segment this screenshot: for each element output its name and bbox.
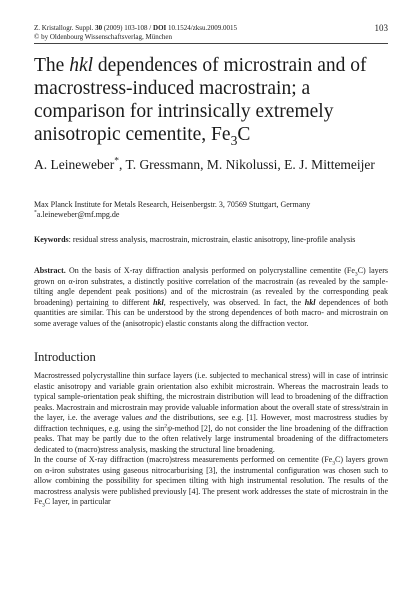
abstract-hkl-1: hkl [153, 297, 164, 307]
abstract-text-4: dependences of both quantities are similar. This can be understood by the strong dependences of both macro- and microstrain on some average values of the (anisotropic) elastic constants along the diffraction vector. [34, 297, 388, 328]
intro-p1-psi: ψ [167, 423, 173, 433]
intro-p1-and: and [145, 413, 158, 422]
title-part-2: dependences of microstrain and of macrostress-induced macrostrain; a comparison for intrinsically extremely anisotropic cementite, Fe [34, 55, 367, 145]
intro-p1-text-c: -method [2], do not consider the line broadening of the diffraction peaks. That may be partly due to the often relatively large instrumental broadening of the diffractometers dedicated to (macro)stress analysis, masking the structural line broadening. [34, 423, 389, 454]
title-part-3: C [237, 124, 251, 145]
title-subscript: 3 [230, 132, 238, 148]
citation-mid: (2009) 103-108 / [102, 24, 154, 32]
other-authors: , T. Gressmann, M. Nikolussi, E. J. Mittemeijer [118, 157, 375, 172]
intro-p2-text-b: C) layers grown on α-iron substrates using gaseous nitrocarburising [3], the instrumental configuration was chosen such to allow combining the possibility for specimen tilting with high instrumental resolution. The results of the macrostress analysis were published previously [4]. The present work addresses the state of microstrain in the Fe [34, 455, 388, 506]
email-mark: * [34, 209, 37, 216]
abstract-subscript: 3 [354, 271, 358, 278]
citation-line [34, 24, 237, 33]
keywords-text: : residual stress analysis, macrostrain, microstrain, elastic anisotropy, line-profile analysis [68, 235, 356, 244]
abstract-text-2: C) layers grown on α-iron substrates, a distinctly positive correlation of the macrostrain (as revealed by the sample-tilting angle dependent peak positions) and of the microstrain (as revealed by the corresponding peak broadening) pertaining to different [34, 266, 388, 307]
doi-value: 10.1524/zksu.2009.0015 [166, 24, 238, 32]
corresponding-mark: * [114, 156, 119, 167]
abstract-block [34, 266, 388, 329]
intro-p2-text-a: In the course of X-ray diffraction (macro)stress measurements performed on cementite (Fe [34, 455, 333, 464]
header-row [34, 24, 388, 33]
publisher-line: © by Oldenbourg Wissenschaftsverlag, München [34, 33, 172, 41]
intro-p1-text-a: Macrostressed polycrystalline thin surface layers (i.e. subjected to mechanical stress) will in case of intrinsic elastic anisotropy and variable grain orientation also exhibit microstrain. Whereas the macrostrain leads to typical sample-orientation peak shifting, the microstrain distribution will lead to broadening of the diffraction peaks. Macrostrain and microstrain may provide valuable information about the overall state of stress/strain in the layer, i.e. the average values [34, 371, 388, 422]
abstract-label: Abstract. [34, 266, 66, 275]
header-rule [34, 43, 388, 44]
running-header [34, 24, 388, 42]
title-part-1: The [34, 55, 70, 76]
section-heading: Introduction [34, 350, 96, 364]
paper-title [34, 54, 388, 146]
intro-p2-text-c: C layer, in particular [44, 497, 111, 506]
intro-p1-superscript: 2 [164, 422, 168, 429]
abstract-text-3: , respectively, was observed. In fact, the [163, 297, 305, 307]
introduction-body [34, 371, 388, 508]
author-list [34, 156, 388, 174]
citation-prefix: Z. Kristallogr. Suppl. [34, 24, 96, 32]
keywords-label: Keywords [34, 235, 69, 244]
intro-paragraph-1 [34, 371, 388, 455]
doi-label: DOI [153, 24, 167, 32]
abstract-hkl-2: hkl [304, 297, 316, 307]
institute-address: Max Planck Institute for Metals Research, Heisenbergstr. 3, 70569 Stuttgart, Germany [34, 200, 311, 209]
author-1: A. Leineweber [34, 157, 115, 172]
abstract-text-1: On the basis of X-ray diffraction analysis performed on polycrystalline cementite (Fe [65, 266, 355, 275]
author-email: a.leineweber@mf.mpg.de [36, 210, 120, 219]
volume-number: 30 [95, 24, 103, 32]
title-hkl: hkl [69, 55, 94, 76]
keywords-block [34, 235, 388, 245]
intro-p1-text-b: the distributions, see e.g. [1]. However, most macrostress studies by diffraction techniques, e.g. using the sin [34, 413, 388, 433]
intro-paragraph-2 [34, 455, 388, 508]
intro-p2-subscript-1: 3 [332, 460, 335, 467]
affiliation [34, 200, 388, 220]
email-line [34, 210, 388, 220]
intro-p2-subscript-2: 3 [42, 502, 45, 509]
page-number: 103 [374, 23, 388, 33]
